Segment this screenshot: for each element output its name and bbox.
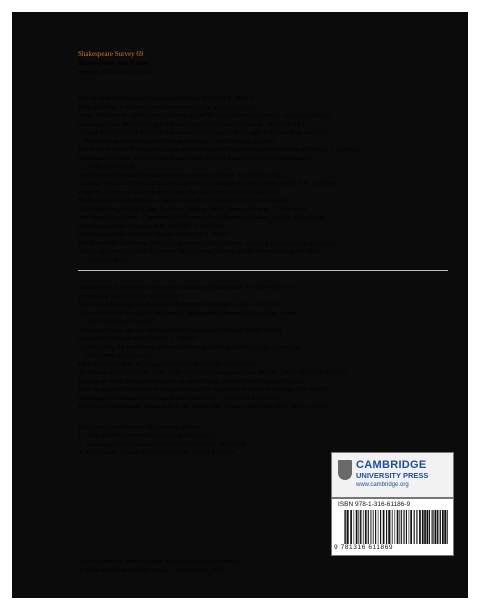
barcode-panel <box>331 498 454 556</box>
barcode-bar <box>380 510 381 544</box>
barcode-bar <box>447 510 448 544</box>
contents-entry <box>78 344 448 353</box>
barcode-bar <box>416 510 417 544</box>
contents-entry <box>78 352 448 361</box>
cover-credit-line1: Cover illustration: Marlon Brando as Antony in the film version <box>78 558 240 565</box>
entry-title: Past the Size of Dreaming? Shakespeare's Rome <box>78 95 200 102</box>
entry-author: ROBERT S. MIOLA <box>202 96 255 102</box>
contents-entry <box>78 361 448 370</box>
entry-author: ESTHER B. SCHUPAK <box>279 181 340 187</box>
barcode-bar <box>395 510 396 544</box>
contents-entry <box>78 395 448 404</box>
entry-author: GEORGE MANDEL <box>229 189 282 196</box>
item-number: 2 <box>78 440 82 448</box>
entry-author: BRADLEY J. IRISH <box>176 232 229 238</box>
barcode-bar <box>373 510 374 544</box>
cover-content <box>78 50 448 458</box>
entry-title: William Dugdale's Monumental Inaccuracies and Shakespeare's Stratford Monument <box>78 386 293 393</box>
contents-entry <box>78 214 448 223</box>
entry-author: PATRICK GRAY <box>266 121 310 128</box>
entry-title: Performances of Shakespeare's Titus Andronicus <box>84 137 207 145</box>
contents-entry <box>78 180 448 189</box>
entry-author: MATS MALM <box>246 327 283 334</box>
barcode-bar <box>442 510 444 544</box>
barcode-bar <box>439 510 440 544</box>
year-studies-item <box>78 432 448 441</box>
cover-credit <box>78 558 239 575</box>
cover-credit-suffix: directed by Joseph L. Mankiewicz, 1953 <box>121 566 224 574</box>
publisher-name <box>356 460 428 480</box>
entry-title: 'Let me not to the marriage of true minds': Shakespeare's Sonnet for Lady Mary Wroth <box>78 309 296 317</box>
barcode-bar <box>356 510 358 544</box>
contents-entry <box>78 155 448 164</box>
entry-author: PETER WOMACK <box>245 285 294 291</box>
entry-title: 'Lend me your ears': Listening Rhetoric and Political Ideology in Julius Caesar <box>78 180 277 187</box>
barcode-bar <box>378 510 379 544</box>
entry-author: CERI SULLIVAN <box>234 302 280 308</box>
contents-entry <box>78 206 448 215</box>
barcode-bar <box>391 510 392 544</box>
barcode-bar <box>347 510 349 544</box>
contents-entry <box>78 223 448 232</box>
entry-title: Puns and Prose: Reflections on Shakespeare's Usage <box>78 103 211 111</box>
barcode-bar <box>406 510 407 544</box>
entry-title: Shakespeare and the Other Virgil: Pity and Imperium in Titus Andronicus <box>78 120 264 128</box>
entry-title: Tagging the Bard: Shakespeare Graffiti on and off Stage <box>78 377 220 385</box>
entry-title: The Second Tetralogy's Move from Achievements to Badges <box>78 301 231 308</box>
entry-author: JANE KINGSLEY-SMITH <box>87 319 155 325</box>
contents-entry <box>78 129 448 138</box>
barcode-bar <box>368 510 369 544</box>
entry-title: 'Though this be method, yet there is madness in't': Cutting Ovid's Tongue in Recent Stage and Film <box>78 129 328 136</box>
contents-entry <box>78 378 448 387</box>
entry-title: Shakespeare's Poems in Pieces: Venus and Adonis and The Rape of Lucrece Unanthologized <box>78 154 312 162</box>
barcode-bar <box>404 510 405 544</box>
entry-author: MICHAEL SILK <box>213 104 257 111</box>
barcode-bar <box>370 510 371 544</box>
entry-author: REIKO OYA <box>118 353 152 359</box>
entry-author: VERENA OLEJNICZAK LOBSIEN <box>244 240 336 247</box>
entry-author: KATE RUMBOLD <box>87 164 135 170</box>
barcode-bar <box>358 510 359 544</box>
contents-entry <box>78 240 448 249</box>
barcode-bar <box>419 510 421 544</box>
contents-entry <box>78 310 448 319</box>
contents-entry <box>78 301 448 310</box>
barcode-bar <box>383 510 385 544</box>
isbn-text: ISBN 978-1-316-61186-9 <box>338 501 411 508</box>
publisher-logo <box>331 452 454 498</box>
contents-entry <box>78 403 448 412</box>
contents-entry <box>78 197 448 206</box>
entry-author: ROS KING <box>279 206 309 213</box>
barcode-bar <box>403 510 404 544</box>
entry-title: 'Another part of the forest': Editors and Locations in Shakespeare <box>78 284 243 291</box>
item-reviewed-label: reviewed by <box>126 432 157 439</box>
contents-entry <box>78 172 448 181</box>
entry-author: INEKE MURAKAMI <box>272 215 327 221</box>
editor-name: PETER HOLLAND <box>103 70 154 76</box>
item-reviewed-label: reviewed by <box>159 440 190 448</box>
barcode-bar <box>401 510 402 544</box>
barcode-bar <box>414 510 415 544</box>
barcode-bar <box>362 510 363 544</box>
series-title: Shakespeare Survey 69 <box>78 50 144 58</box>
entry-title: Shakespeare's Unholy Martyrs: Lessons in Politics <box>78 197 206 204</box>
entry-author: TOM REEDY <box>295 387 331 393</box>
barcode-bar <box>344 510 345 544</box>
contents-entry <box>78 369 448 378</box>
edited-by-label: Edited by <box>78 69 103 76</box>
barcode-bar <box>444 510 446 544</box>
barcode-bar <box>440 510 441 544</box>
entry-title: Coriolanus and the 'Common Part' <box>78 222 165 230</box>
contents-entry <box>78 189 448 198</box>
contents-entry <box>78 112 448 121</box>
entry-title: Voluptuous Language and Ambivalence in Shakespeare's Sonnets <box>78 326 244 334</box>
entry-author: JOHN WYVER <box>307 370 347 376</box>
entry-title: 'Away with him! He speaks Latin': 2 Henry VI and the Uses of Roman Antiquity <box>78 112 281 119</box>
barcode-bar <box>399 510 400 544</box>
entry-title: The Noble Romans: When Julius Caesar and Antony and Cleopatra were made Sequels <box>78 146 298 153</box>
entry-title: Authenticating the Inauthentic: Edmond Malone as Editor of Editions of the Apocryphal <box>78 343 301 351</box>
publisher-name-line1: CAMBRIDGE <box>356 459 427 471</box>
entry-author: DOMINIQUE GOY-BLANQUET <box>208 198 293 204</box>
barcode-bar <box>409 510 410 544</box>
entry-author: DENISE A. WALEN <box>126 293 179 300</box>
entry-author: HEATHER JAMES <box>236 172 286 179</box>
barcode-bar <box>424 510 426 544</box>
item-reviewer: CHARLOTTE SCOTT <box>158 433 215 439</box>
item-number: 3 <box>78 449 82 456</box>
barcode-bar <box>433 510 434 544</box>
entry-title: Sympathetic Sonnets <box>78 335 131 342</box>
barcode-bar <box>350 510 352 544</box>
barcode-bar <box>365 510 367 544</box>
entry-author: DAVID CURRELL <box>283 113 332 119</box>
contents-list-reviews <box>78 284 448 412</box>
entry-title: Plutarch's Porcia and Shakespeare's Portia: Two of a Kind? <box>78 188 227 196</box>
contents-entry <box>78 104 448 113</box>
contents-entry <box>78 284 448 293</box>
contents-entry <box>78 163 448 172</box>
entry-author: KATHARINE A. CRAIK <box>134 336 198 342</box>
barcode-bar <box>363 510 364 544</box>
shield-icon <box>338 460 352 480</box>
item-title: Editions and Textual Studies <box>86 449 159 456</box>
entry-title: 'Her strong toil of grace': Charismatic Performance from Queens to Quakers <box>78 214 270 221</box>
entry-author: THOMAS RIST <box>87 257 128 264</box>
entry-title: An Intimate and Intermedial Form: Early Television Shakespeare from the BBC, 1937–39 <box>78 369 305 376</box>
contents-entry <box>78 293 448 302</box>
barcode-bar <box>435 510 437 544</box>
barcode-bar <box>432 510 433 544</box>
entry-author: STEPHEN PURCELL <box>223 395 279 402</box>
entry-title: Coriolanus and the Poetics of Disgust <box>78 231 173 238</box>
contents-list-articles <box>78 95 448 265</box>
contents-entry <box>78 257 448 266</box>
contents-entry <box>78 335 448 344</box>
barcode-bar <box>372 510 373 544</box>
divider-rule <box>78 270 448 271</box>
entry-title: Shakespeare Performances in England (and Wales) 2015 <box>78 394 221 402</box>
cover-credit-film-title: Julius Caesar <box>84 566 120 574</box>
entry-author: ROBERT N. WATSON <box>167 223 226 230</box>
entry-author: BARBARA HODGDON <box>194 361 256 368</box>
entry-title: Shakespeare <box>84 352 116 359</box>
entry-title: 'A lean and hungry look': Sight, Ekphrasis, Irony in Julius Caesar and Henry V <box>78 205 277 213</box>
contents-entry <box>78 318 448 327</box>
contents-entry <box>78 327 448 336</box>
barcode-bar <box>422 510 424 544</box>
entry-title: Paper Worlds: A Story of Things Left Behind <box>78 360 192 368</box>
barcode-bar <box>345 510 346 544</box>
entry-title: Unmanning Juliet <box>78 292 123 300</box>
item-reviewed-label: reviewed by <box>159 449 190 456</box>
contents-entry <box>78 248 448 257</box>
barcode-bar <box>354 510 355 544</box>
barcode-bar <box>410 510 412 544</box>
editor-line <box>78 68 448 78</box>
barcode-bar <box>375 510 376 544</box>
year-studies-heading: This Year's Contribution to Shakespeare Studies <box>78 423 200 431</box>
year-studies-item <box>78 441 448 450</box>
publisher-url: www.cambridge.org <box>356 482 409 488</box>
contents-entry <box>78 138 448 147</box>
barcode-bar <box>427 510 429 544</box>
entry-author: JAMES SHAW <box>290 404 329 410</box>
item-reviewer: PETER KIRWAN <box>191 450 236 456</box>
barcode-bar <box>388 510 390 544</box>
item-title: Shakespeare in Performance <box>86 440 158 448</box>
publisher-name-line2: UNIVERSITY PRESS <box>356 471 429 480</box>
barcode-number: 9 781316 611869 <box>334 544 394 551</box>
book-title: Shakespeare and Rome <box>78 59 148 67</box>
barcode-bar <box>392 510 393 544</box>
entry-title: Professional Shakespeare Productions in the British Isles, January–December 2014 <box>78 403 288 410</box>
contents-entry <box>78 231 448 240</box>
contents-entry <box>78 386 448 395</box>
entry-title: The Ovidian Girlhood of Shakespeare's Boy Actors: Q2 Juliet <box>78 171 234 179</box>
barcode-bar <box>386 510 387 544</box>
item-reviewer: RUSSELL JACKSON <box>190 441 246 448</box>
contents-entry <box>78 121 448 130</box>
barcode-bar <box>360 510 361 544</box>
contents-entry <box>78 95 448 104</box>
barcode-bar <box>429 510 430 544</box>
cover-credit-prefix: of <box>78 566 84 574</box>
entry-title: 'Those organnons by which it mooves': Shakespearian Theatre and the Romish Cult of the Dead <box>78 248 320 255</box>
cover-credit-line2 <box>78 567 239 576</box>
contents-entry <box>78 146 448 155</box>
entry-author: MICHAEL P. JENSEN <box>301 147 359 153</box>
barcode-icon <box>344 510 448 544</box>
item-number: 1 <box>78 432 82 439</box>
entry-author: MARIACRISTINA CAVECCHI <box>222 378 303 385</box>
entry-title: The Household of Heroism: Metaphor, Economy and Coriolanus <box>78 239 242 247</box>
entry-author: CHRISTIAN M. BILLING <box>210 138 278 145</box>
barcode-bar <box>397 510 399 544</box>
barcode-bar <box>437 510 438 544</box>
item-title: Critical Studies <box>86 432 126 439</box>
